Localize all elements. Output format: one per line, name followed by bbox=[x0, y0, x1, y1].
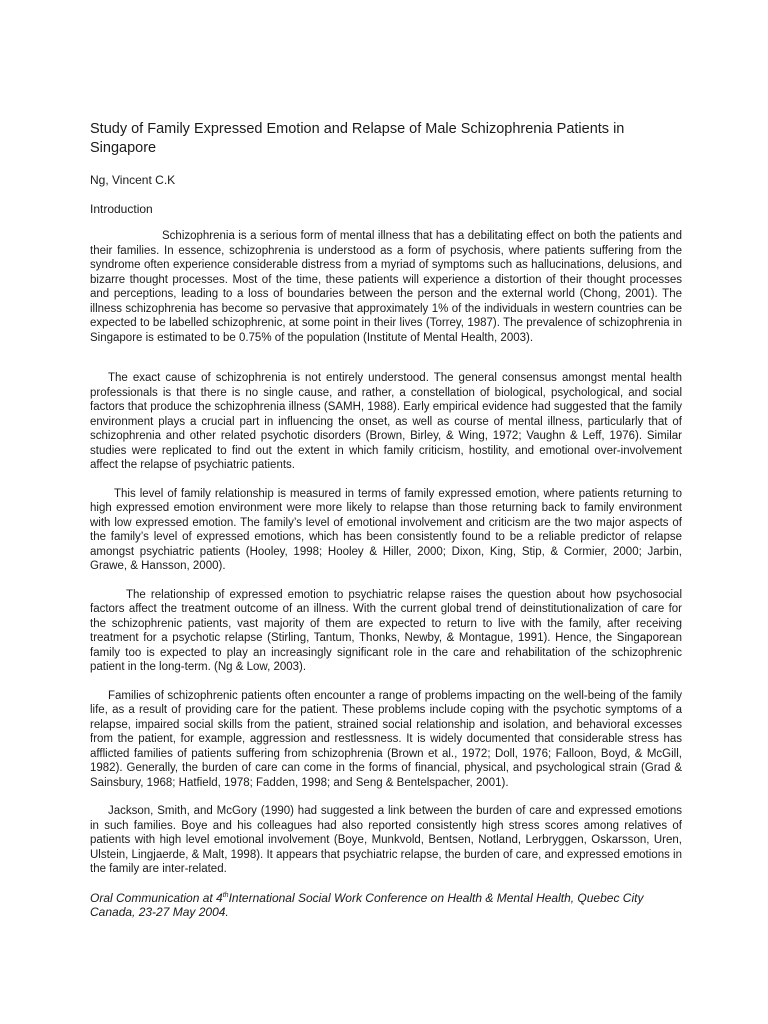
paragraph-6: Jackson, Smith, and McGory (1990) had suggested a link between the burden of care and expressed emotions in such families. Boye and his colleagues had also reported consistently high stress scores among relatives of patients with high level emotional involvement (Boye, Munkvold, Bentsen, Notland, Lerbryggen, Oskarsson, Uren, Ulstein, Lingjaerde, & Malt, 1998). It appears that psychiatric relapse, the burden of care, and expressed emotions in the family are inter-related. bbox=[90, 805, 682, 875]
footnote-line-2: Canada, 23-27 May 2004. bbox=[90, 905, 229, 919]
footnote-superscript: th bbox=[222, 891, 229, 899]
paper-title: Study of Family Expressed Emotion and Relapse of Male Schizophrenia Patients in Singapore bbox=[90, 121, 625, 156]
conference-footnote bbox=[90, 891, 682, 920]
footnote-suffix: International Social Work Conference on Health & Mental Health, Quebec City bbox=[228, 890, 644, 905]
paragraph-2: The exact cause of schizophrenia is not entirely understood. The general consensus amongst mental health professionals is that there is no single cause, and rather, a constellation of biological, psychological, and social factors that produce the schizophrenia illness (SAMH, 1988). Early empirical evidence had suggested that the family environment plays a crucial part in influencing the onset, as well as course of mental illness, particularly that of schizophrenia and other related psychotic disorders (Brown, Birley, & Wing, 1972; Vaughn & Leff, 1976). Similar studies were replicated to find out the extent in which family criticism, hostility, and emotional over-involvement affect the relapse of psychiatric patients. bbox=[90, 372, 682, 471]
paragraph-5: Families of schizophrenic patients often encounter a range of problems impacting on the well-being of the family life, as a result of providing care for the patient. These problems include coping with the psychotic symptoms of a relapse, impaired social skills from the patient, strained social relationship and isolation, and behavioral excesses from the patient, for example, aggression and restlessness. It is widely documented that considerable stress has afflicted families of patients suffering from schizophrenia (Brown et al., 1972; Doll, 1976; Falloon, Boyd, & McGill, 1982). Generally, the burden of care can come in the forms of financial, physical, and psychological strain (Grad & Sainsbury, 1968; Hatfield, 1978; Fadden, 1998; and Seng & Bentelspacher, 2001). bbox=[90, 689, 682, 789]
paragraph-3: This level of family relationship is measured in terms of family expressed emotion, where patients returning to high expressed emotion environment were more likely to relapse than those returning back to family environment with low expressed emotion. The family’s level of emotional involvement and criticism are the two major aspects of the family’s level of expressed emotions, which has been consistently found to be a reliable predictor of relapse amongst psychiatric patients (Hooley, 1998; Hooley & Hiller, 2000; Dixon, King, Stip, & Cormier, 2000; Jarbin, Grawe, & Hansson, 2000). bbox=[90, 487, 682, 572]
paragraph-1: Schizophrenia is a serious form of mental illness that has a debilitating effect on both the patients and their families. In essence, schizophrenia is understood as a form of psychosis, where patients suffering from the syndrome often experience considerable distress from a myriad of symptoms such as hallucinations, delusions, and bizarre thought processes. Most of the time, these patients will experience a distortion of their thought processes and perceptions, leading to a loss of boundaries between the person and the external world (Chong, 2001). The illness schizophrenia has become so pervasive that approximately 1% of the individuals in western countries can be expected to be labelled schizophrenic, at some point in their lives (Torrey, 1987). The prevalence of schizophrenia in Singapore is estimated to be 0.75% of the population (Institute of Mental Health, 2003). bbox=[90, 230, 682, 344]
paper-page bbox=[90, 120, 682, 920]
footnote-prefix: Oral Communication at 4 bbox=[90, 890, 223, 905]
paragraph-4: The relationship of expressed emotion to psychiatric relapse raises the question about how psychosocial factors affect the treatment outcome of an illness. With the current global trend of deinstitutionalization of care for the schizophrenic patients, vast majority of them are expected to return to live with the family, after receiving treatment for a psychotic relapse (Stirling, Tantum, Thonks, Newby, & Montague, 1991). Hence, the Singaporean family too is expected to play an increasingly significant role in the care and rehabilitation of the schizophrenic patient in the long-term. (Ng & Low, 2003). bbox=[90, 588, 682, 673]
section-heading-introduction: Introduction bbox=[90, 202, 153, 216]
paper-author: Ng, Vincent C.K bbox=[90, 173, 176, 187]
